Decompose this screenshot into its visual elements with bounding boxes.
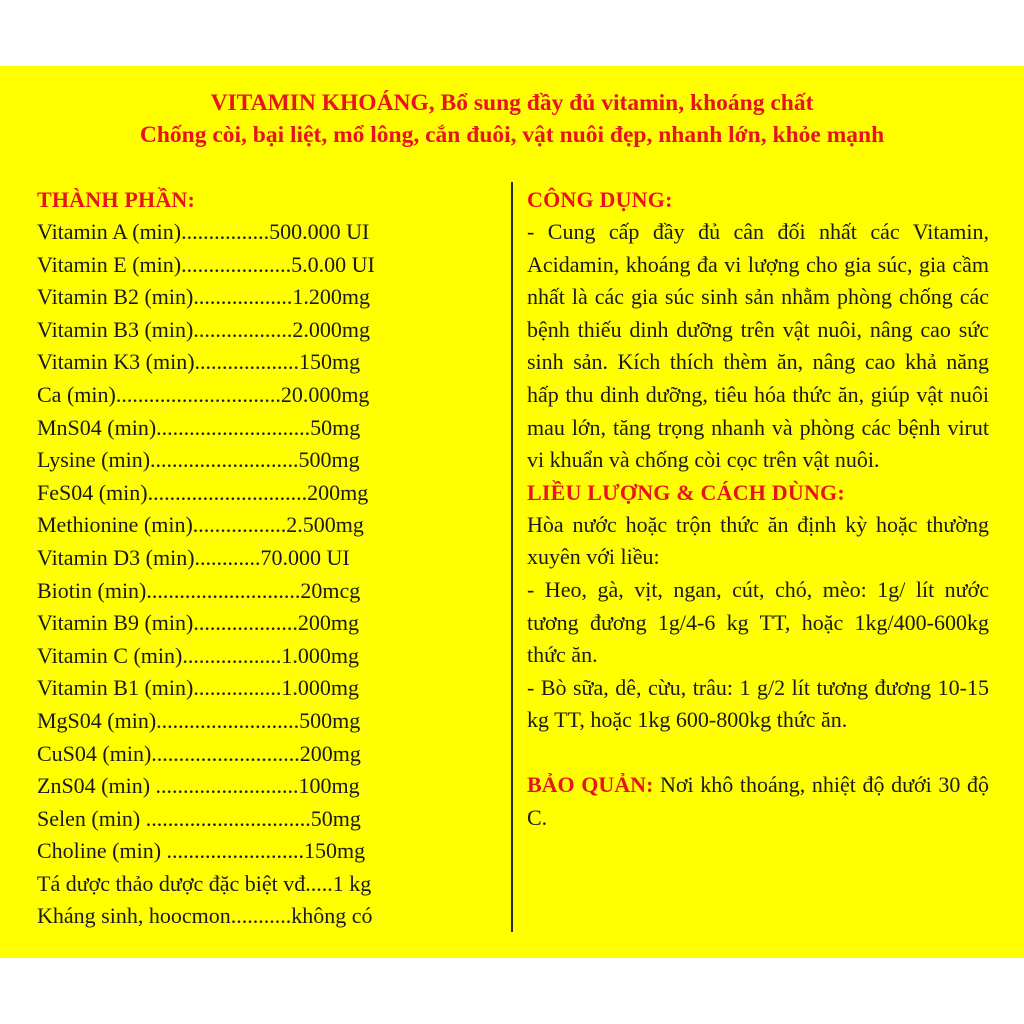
ingredient-row: Tá dược thảo dược đặc biệt vđ.....1 kg — [37, 870, 372, 896]
storage-block — [527, 769, 989, 834]
ingredient-row: Choline (min) .........................150mg — [37, 838, 366, 864]
headline-primary: VITAMIN KHOÁNG, Bổ sung đầy đủ vitamin, khoáng chất — [210, 90, 814, 116]
ingredient-row: Selen (min) ..............................50mg — [37, 805, 361, 831]
product-label — [0, 66, 1024, 958]
column-divider — [511, 182, 513, 932]
spacer — [527, 737, 989, 769]
ingredient-row: Vitamin B1 (min)................1.000mg — [37, 675, 359, 701]
ingredient-row: Kháng sinh, hoocmon...........không có — [37, 903, 373, 929]
ingredient-row: Vitamin D3 (min)............70.000 UI — [37, 544, 350, 570]
dosage-intro: Hòa nước hoặc trộn thức ăn định kỳ hoặc thường xuyên với liều: — [527, 511, 989, 570]
dosage-item-pigs-poultry: - Heo, gà, vịt, ngan, cút, chó, mèo: 1g/ lít nước tương đương 1g/4-6 kg TT, hoặc 1kg/400-600kg thức ăn. — [527, 576, 989, 668]
usage-text: - Cung cấp đầy đủ cân đối nhất các Vitamin, Acidamin, khoáng đa vi lượng cho gia súc, gia cầm nhất là các gia súc sinh sản nhằm phòng chống các bệnh thiếu dinh dưỡng trên vật nuôi, nâng cao sức sinh sản. Kích thích thèm ăn, nâng cao khả năng hấp thu dinh dưỡng, tiêu hóa thức ăn, giúp vật nuôi mau lớn, tăng trọng nhanh và phòng các bệnh virut vi khuẩn và chống còi cọc trên vật nuôi. — [527, 219, 989, 473]
storage-text: Nơi khô thoáng, nhiệt độ dưới 30 độ C. — [527, 771, 990, 830]
ingredient-row: MgS04 (min)..........................500mg — [37, 707, 361, 733]
usage-title: CÔNG DỤNG: — [527, 187, 673, 212]
ingredient-row: FeS04 (min).............................200mg — [37, 479, 369, 505]
ingredient-row: Ca (min)..............................20.000mg — [37, 381, 370, 407]
dosage-item-cattle: - Bò sữa, dê, cừu, trâu: 1 g/2 lít tương đương 10-15 kg TT, hoặc 1kg 600-800kg thức ăn. — [527, 674, 989, 733]
composition-title: THÀNH PHẦN: — [37, 187, 196, 212]
ingredient-row: Vitamin B9 (min)...................200mg — [37, 610, 359, 636]
storage-title: BẢO QUẢN: — [527, 771, 654, 797]
ingredient-row: MnS04 (min)............................50mg — [37, 414, 361, 440]
ingredient-row: Vitamin B3 (min)..................2.000mg — [37, 316, 370, 342]
ingredient-row: Vitamin A (min)................500.000 UI — [37, 219, 370, 244]
ingredient-row: Lysine (min)...........................500mg — [37, 447, 360, 473]
ingredient-row: Vitamin B2 (min)..................1.200mg — [37, 284, 370, 310]
ingredient-row: ZnS04 (min) ..........................100mg — [37, 773, 360, 799]
ingredient-row: Vitamin C (min)..................1.000mg — [37, 642, 359, 668]
dosage-title: LIỀU LƯỢNG & CÁCH DÙNG: — [527, 479, 845, 505]
ingredient-row: Vitamin K3 (min)...................150mg — [37, 349, 361, 375]
ingredient-row: Biotin (min)............................20mcg — [37, 577, 361, 603]
headline-secondary: Chống còi, bại liệt, mổ lông, cắn đuôi, vật nuôi đẹp, nhanh lớn, khỏe mạnh — [139, 122, 885, 148]
info-section — [527, 184, 989, 834]
composition-section — [37, 184, 507, 933]
ingredient-list — [37, 216, 507, 933]
ingredient-row: Methionine (min).................2.500mg — [37, 512, 364, 538]
ingredient-row: CuS04 (min)...........................200mg — [37, 740, 361, 766]
ingredient-row: Vitamin E (min)....................5.0.00 UI — [37, 251, 375, 277]
